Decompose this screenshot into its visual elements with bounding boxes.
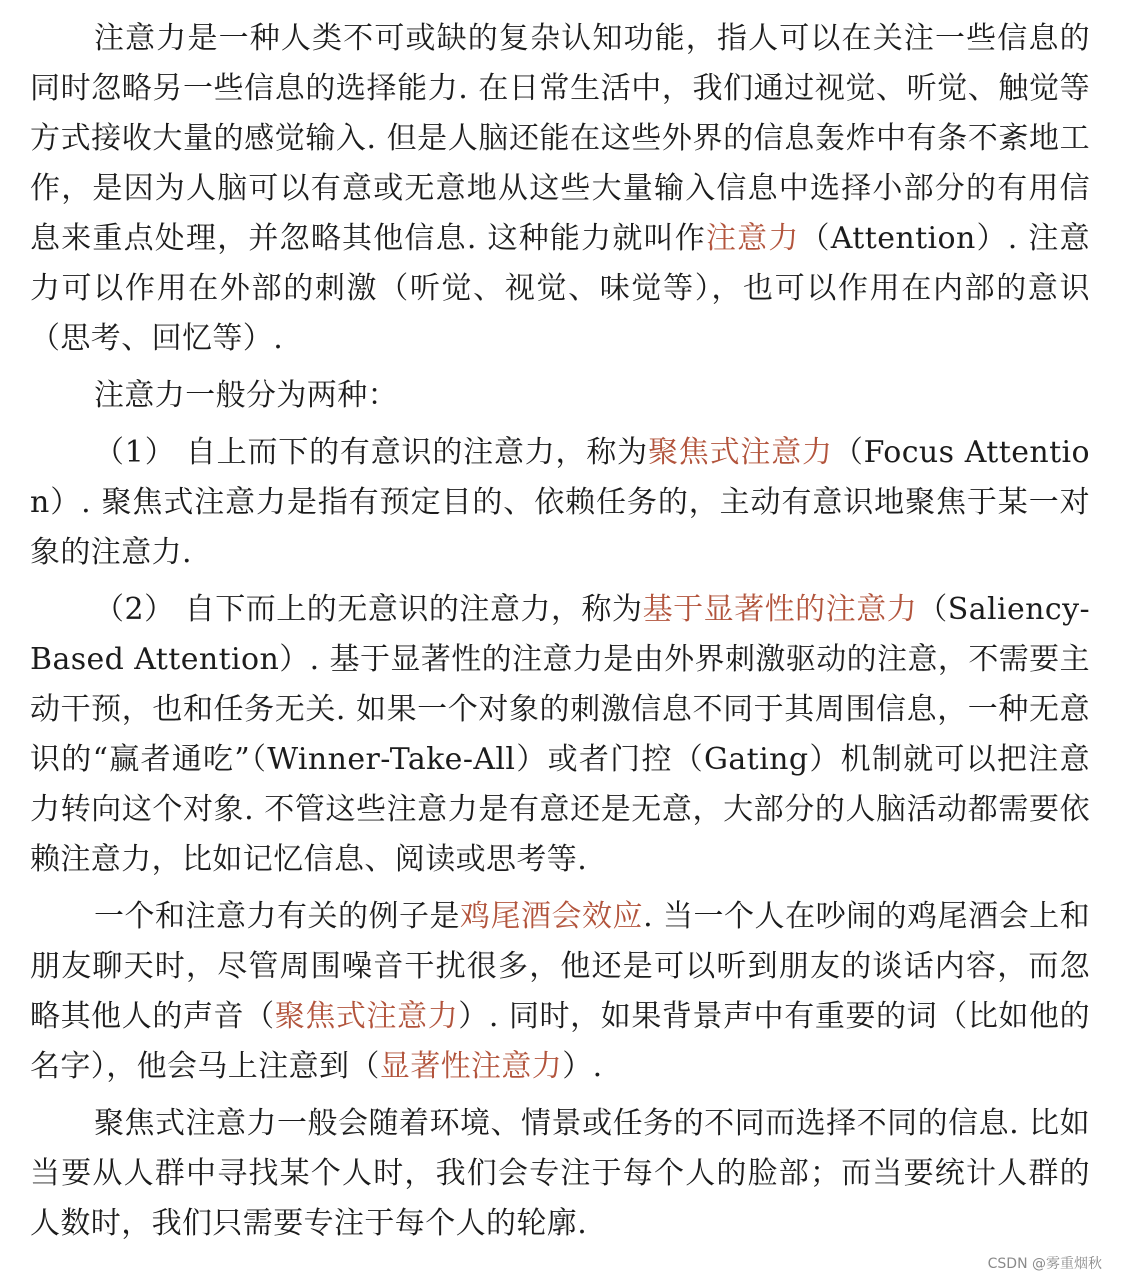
paragraph-focus-selection-example (30, 1099, 1090, 1249)
paragraph-text: . 当一个人在吵闹的鸡尾酒会上和朋友聊天时，尽管周围噪音干扰很多，他还是可以听到朋友的谈话内容，而忽略其他人的声音（ (30, 899, 1090, 1034)
paragraph-text: （2） 自下而上的无意识的注意力，称为 (94, 592, 643, 627)
document-body (30, 14, 1090, 1256)
highlighted-term: 基于显著性的注意力 (642, 592, 918, 627)
highlighted-term: 鸡尾酒会效应 (460, 899, 644, 934)
paragraph-text: 注意力是一种人类不可或缺的复杂认知功能，指人可以在关注一些信息的同时忽略另一些信息的选择能力. 在日常生活中，我们通过视觉、听觉、触觉等方式接收大量的感觉输入. 但是人脑还能在这些外界的信息轰炸中有条不紊地工作，是因为人脑可以有意或无意地从这些大量输入信息中选择小部分的有用信息来重点处理，并忽略其他信息. 这种能力就叫作 (30, 21, 1090, 256)
paragraph-text: 聚焦式注意力一般会随着环境、情景或任务的不同而选择不同的信息. 比如当要从人群中寻找某个人时，我们会专注于每个人的脸部；而当要统计人群的人数时，我们只需要专注于每个人的轮廓. (30, 1106, 1090, 1241)
highlighted-term: 注意力 (705, 221, 800, 256)
watermark: CSDN @雾重烟秋 (987, 1256, 1102, 1272)
paragraph-attention-types-intro (30, 371, 1090, 421)
highlighted-term: 聚焦式注意力 (274, 999, 459, 1034)
paragraph-text: 一个和注意力有关的例子是 (94, 899, 461, 934)
paragraph-text: （Saliency-Based Attention）. 基于显著性的注意力是由外界刺激驱动的注意，不需要主动干预，也和任务无关. 如果一个对象的刺激信息不同于其周围信息，一种无意识的“赢者通吃”（Winner-Take-All）或者门控（Gating）机制就可以把注意力转向这个对象. 不管这些注意力是有意还是无意，大部分的人脑活动都需要依赖注意力，比如记忆信息、阅读或思考等. (30, 592, 1090, 877)
paragraph-saliency-attention (30, 585, 1090, 885)
paragraph-cocktail-party-effect (30, 892, 1090, 1092)
paragraph-text: 注意力一般分为两种： (94, 378, 398, 413)
paragraph-text: ）. 同时，如果背景声中有重要的词（比如他的名字），他会马上注意到（ (30, 999, 1091, 1084)
paragraph-text: （1） 自上而下的有意识的注意力，称为 (94, 435, 648, 470)
paragraph-text: （Attention）. 注意力可以作用在外部的刺激（听觉、视觉、味觉等），也可以作用在内部的意识（思考、回忆等）. (30, 221, 1090, 356)
paragraph-text: （Focus Attention）. 聚焦式注意力是指有预定目的、依赖任务的，主动有意识地聚焦于某一对象的注意力. (30, 435, 1091, 570)
highlighted-term: 聚焦式注意力 (648, 435, 833, 470)
paragraph-focus-attention (30, 428, 1090, 578)
paragraph-text: ）. (562, 1049, 603, 1084)
highlighted-term: 显著性注意力 (379, 1049, 563, 1084)
paragraph-attention-definition (30, 14, 1090, 364)
